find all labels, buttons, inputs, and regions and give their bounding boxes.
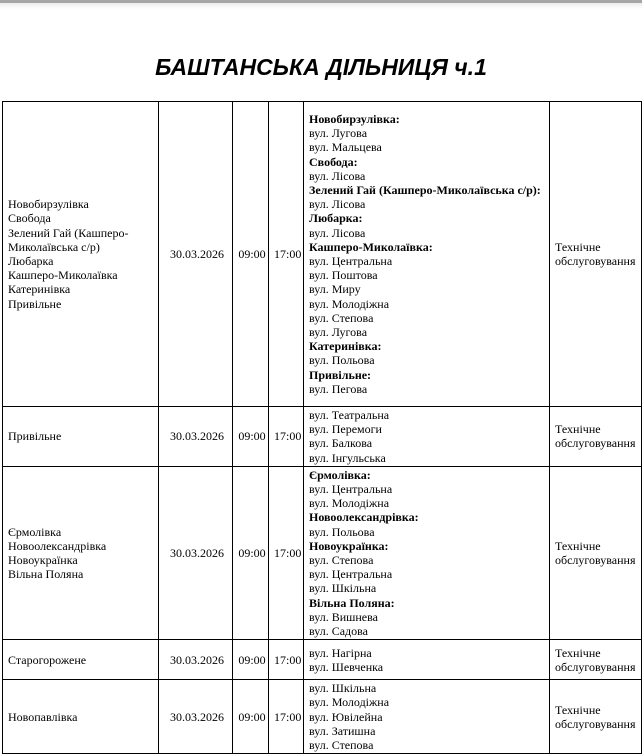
street-line: вул. Молодіжна [309, 296, 390, 311]
street-line: вул. Лугова [309, 325, 368, 340]
settlements-cell [3, 407, 159, 467]
streets-cell [304, 102, 550, 407]
street-line: вул. Центральна [309, 482, 393, 497]
settlement-name: Новоолександрівка [8, 538, 107, 553]
street-line: Новоолександрівка: [309, 510, 419, 525]
street-line: вул. Миру [309, 282, 361, 297]
streets-cell [304, 680, 550, 754]
street-line: вул. Лугова [309, 126, 368, 141]
street-line: Катеринівка: [309, 339, 382, 354]
street-line: вул. Мальцева [309, 140, 382, 155]
street-line: вул. Польова [309, 353, 375, 368]
settlement-name: Новопавлівка [8, 709, 78, 724]
settlement-name: Кашперо-Миколаївка [8, 268, 118, 283]
end-time-cell: 17:00 [269, 640, 304, 680]
reason-cell: Технічне обслуговування [550, 466, 642, 639]
settlement-name: Новобирзулівка [8, 197, 89, 212]
end-time-cell: 17:00 [269, 680, 304, 754]
street-line: Новобирзулівка: [309, 111, 400, 126]
street-line: вул. Пегова [309, 381, 368, 396]
settlements-cell [3, 640, 159, 680]
settlement-name: Вільна Поляна [8, 567, 84, 582]
street-line: вул. Театральна [309, 408, 390, 422]
street-line: вул. Інгульська [309, 450, 386, 465]
street-line: Кашперо-Миколаївка: [309, 239, 433, 254]
street-line: Любарка: [309, 211, 363, 226]
street-line: вул. Шкільна [309, 581, 377, 596]
start-time-cell: 09:00 [233, 466, 269, 639]
streets-cell [304, 640, 550, 680]
street-line: вул. Шевченка [309, 659, 384, 674]
date-cell: 30.03.2026 [159, 640, 233, 680]
street-line: вул. Степова [309, 553, 374, 568]
page-title: БАШТАНСЬКА ДІЛЬНИЦЯ ч.1 [155, 54, 487, 80]
street-line: вул. Лісова [309, 197, 366, 212]
street-line: Вільна Поляна: [309, 595, 395, 610]
table-row [3, 407, 642, 467]
street-line: вул. Поштова [309, 268, 378, 283]
street-line: вул. Ювілейна [309, 709, 383, 724]
street-line: Новоукраїнка: [309, 538, 389, 553]
reason-cell: Технічне обслуговування [550, 640, 642, 680]
end-time-cell: 17:00 [269, 102, 304, 407]
end-time-cell: 17:00 [269, 407, 304, 467]
start-time-cell: 09:00 [233, 640, 269, 680]
street-line: вул. Вишнева [309, 609, 378, 624]
street-line: Привільне: [309, 367, 372, 382]
settlement-name: Свобода [8, 211, 51, 226]
street-line: Зелений Гай (Кашперо-Миколаївська с/р): [309, 182, 541, 197]
settlement-name: Єрмолівка [8, 524, 62, 539]
street-line: вул. Нагірна [309, 645, 372, 660]
table-row [3, 680, 642, 754]
street-line: вул. Молодіжна [309, 695, 390, 710]
start-time-cell: 09:00 [233, 680, 269, 754]
street-line: вул. Центральна [309, 567, 393, 582]
end-time-cell: 17:00 [269, 466, 304, 639]
street-line: Свобода: [309, 154, 358, 169]
street-line: вул. Степова [309, 738, 374, 753]
start-time-cell: 09:00 [233, 102, 269, 407]
table-row [3, 102, 642, 407]
street-line: вул. Польова [309, 524, 375, 539]
date-cell: 30.03.2026 [159, 407, 233, 467]
street-line: вул. Молодіжна [309, 496, 390, 511]
street-line: вул. Затишна [309, 723, 376, 738]
settlement-name: Привільне [8, 429, 62, 444]
start-time-cell: 09:00 [233, 407, 269, 467]
street-line: вул. Балкова [309, 436, 373, 451]
date-cell: 30.03.2026 [159, 102, 233, 407]
date-cell: 30.03.2026 [159, 466, 233, 639]
settlements-cell [3, 680, 159, 754]
settlement-name: Привільне [8, 296, 62, 311]
settlement-name: Старогорожене [8, 652, 87, 667]
outage-schedule-table [2, 101, 642, 754]
streets-cell [304, 407, 550, 467]
streets-cell [304, 466, 550, 639]
settlement-name: Любарка [8, 254, 54, 268]
date-cell: 30.03.2026 [159, 680, 233, 754]
reason-cell: Технічне обслуговування [550, 102, 642, 407]
street-line: вул. Лісова [309, 168, 366, 183]
settlement-name: Новоукраїнка [8, 553, 78, 568]
page-top-shadow [0, 3, 642, 9]
street-line: вул. Степова [309, 310, 374, 325]
table-row [3, 466, 642, 639]
settlement-name: Катеринівка [8, 282, 71, 297]
settlements-cell [3, 466, 159, 639]
street-line: вул. Садова [309, 624, 368, 639]
street-line: вул. Перемоги [309, 422, 382, 437]
settlement-name: Зелений Гай (Кашперо-Миколаївська с/р) [8, 225, 129, 254]
reason-cell: Технічне обслуговування [550, 407, 642, 467]
street-line: вул. Лісова [309, 225, 366, 240]
street-line: вул. Центральна [309, 254, 393, 268]
street-line: вул. Шкільна [309, 681, 377, 696]
table-row [3, 640, 642, 680]
settlements-cell [3, 102, 159, 407]
reason-cell: Технічне обслуговування [550, 680, 642, 754]
street-line: Єрмолівка: [309, 467, 371, 482]
